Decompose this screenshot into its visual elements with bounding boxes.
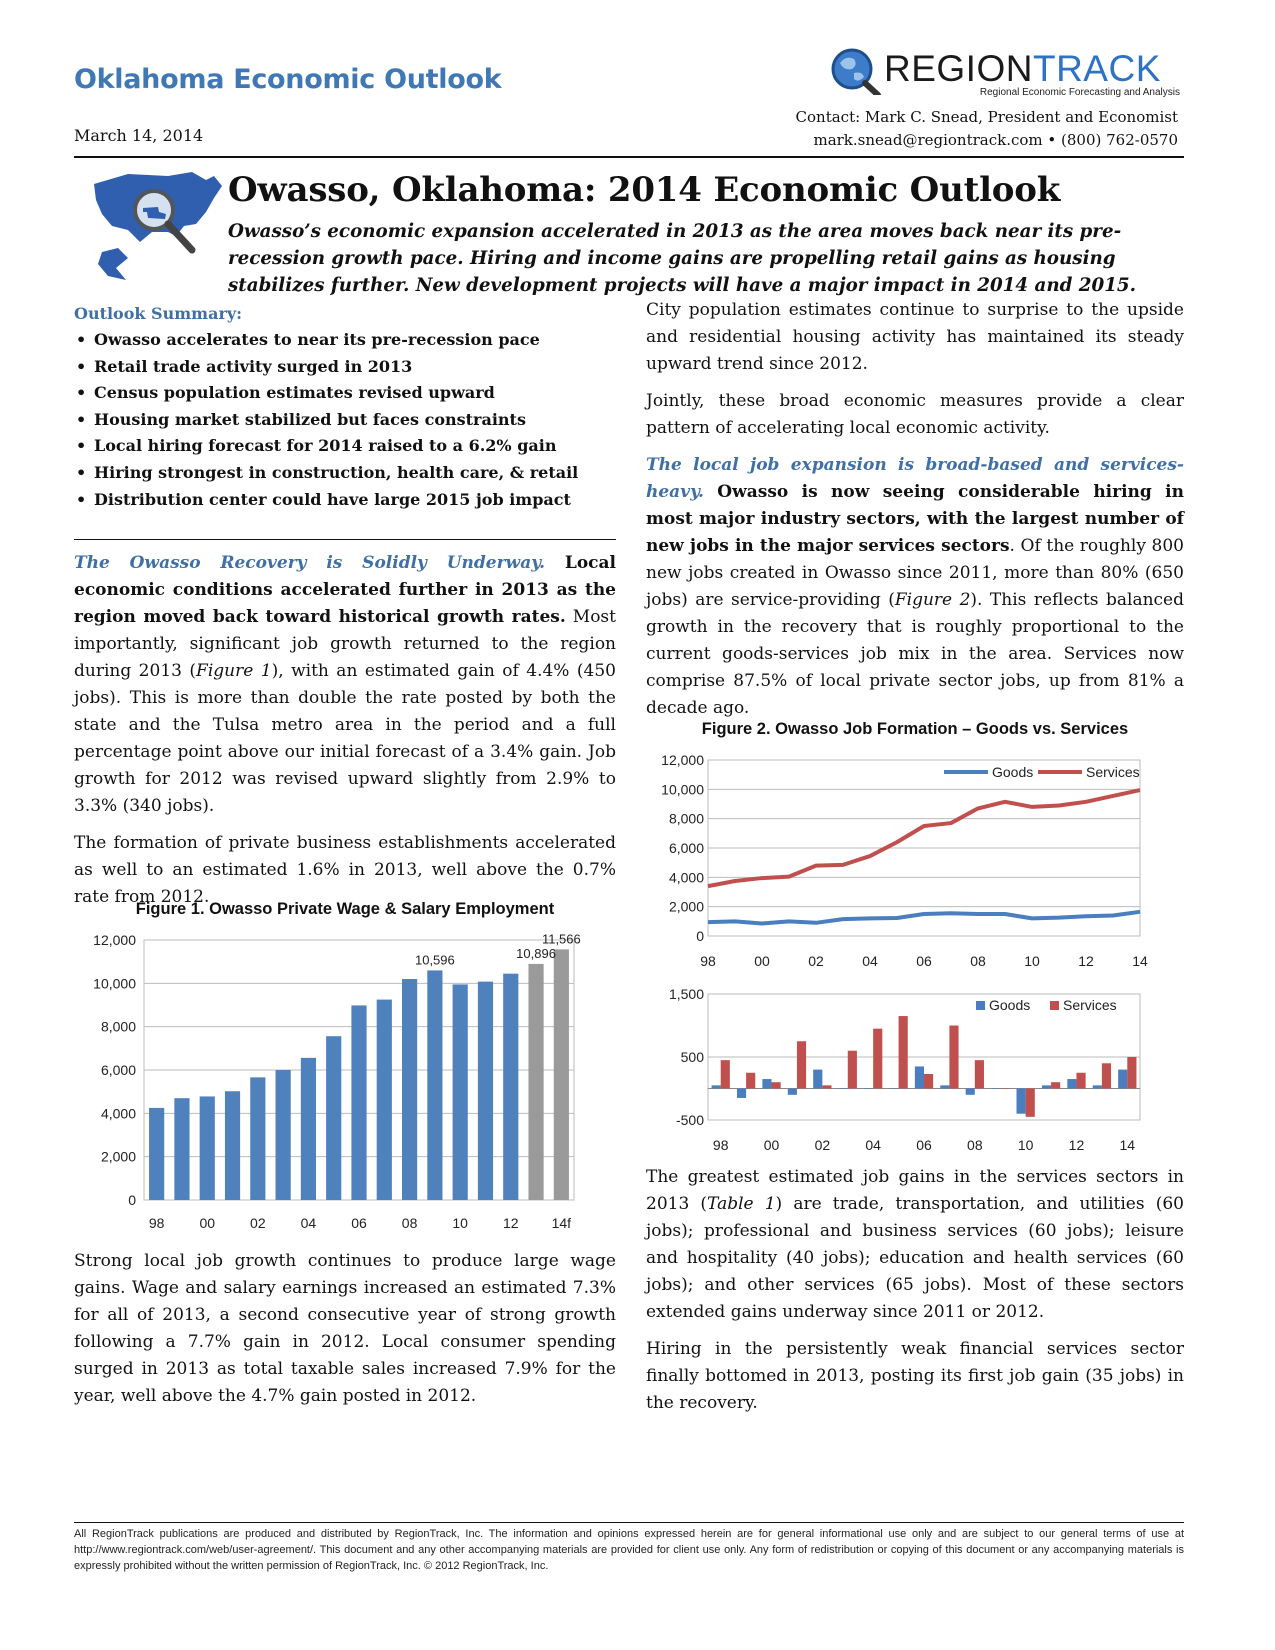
bar-services <box>772 1082 781 1088</box>
bar-goods <box>940 1085 949 1088</box>
y-tick-label: 10,000 <box>93 975 136 992</box>
legend-swatch <box>976 1001 985 1010</box>
figure-ref: Figure 2 <box>894 590 971 610</box>
bar <box>427 970 442 1200</box>
text-span: ) are trade, transportation, and utilities (60 jobs); professional and business services (60 jobs); leisure and hospitality (40 jobs); education and health services (60 jobs); and other services (65 jobs). Most of these sectors extended gains underway since 2011 or 2012. <box>646 1194 1184 1322</box>
bar-goods <box>1016 1089 1025 1114</box>
left-column-upper <box>74 550 616 921</box>
bar <box>402 979 417 1200</box>
paragraph <box>74 550 616 820</box>
summary-item: • Housing market stabilized but faces constraints <box>74 407 616 434</box>
bar-services <box>1000 1089 1009 1090</box>
summary-divider <box>74 539 616 540</box>
x-tick-label: 00 <box>199 1215 216 1231</box>
publication-date: March 14, 2014 <box>74 126 204 145</box>
x-tick-label: 00 <box>754 953 770 969</box>
series-line-goods <box>708 912 1140 924</box>
legend-label: Goods <box>992 764 1034 780</box>
bar <box>276 1070 291 1200</box>
y-tick-label: 4,000 <box>668 869 704 886</box>
y-tick-label: 8,000 <box>668 810 704 827</box>
x-tick-label: 04 <box>865 1137 881 1153</box>
y-tick-label: 1,500 <box>668 986 704 1002</box>
logo-tagline: Regional Economic Forecasting and Analysis <box>979 87 1180 98</box>
summary-item: • Retail trade activity surged in 2013 <box>74 354 616 381</box>
data-label: 10,596 <box>414 952 455 968</box>
bar-goods <box>991 1089 1000 1090</box>
bar-goods <box>737 1089 746 1098</box>
table-ref: Table 1 <box>707 1194 776 1214</box>
y-tick-label: -500 <box>675 1112 704 1128</box>
footer-rule <box>74 1522 1184 1523</box>
figure1-chart <box>74 926 616 1246</box>
paragraph: City population estimates continue to surprise to the upside and residential housing activity has maintained its steady upward trend since 2012. <box>646 300 1184 374</box>
text-span: . Of the roughly 800 new jobs created in Owasso since 2011, more than 80% (650 jobs) are service-providing ( <box>646 536 1185 610</box>
bar-goods <box>1067 1079 1076 1088</box>
x-tick-label: 10 <box>452 1215 468 1231</box>
x-tick-label: 14 <box>1119 1137 1136 1153</box>
y-tick-label: 0 <box>696 928 704 944</box>
y-tick-label: 500 <box>680 1049 704 1065</box>
article-subtitle: Owasso’s economic expansion accelerated in 2013 as the area moves back near its pre-recession growth pace. Hiring and income gains are propelling retail gains as housing stabilizes further. New development projects will have a major impact in 2014 and 2015. <box>228 221 1137 296</box>
logo-word-track: TRACK <box>1032 48 1161 89</box>
paragraph: Jointly, these broad economic measures provide a clear pattern of accelerating local economic activity. <box>646 391 1184 438</box>
x-tick-label: 08 <box>970 953 986 969</box>
bar-goods <box>1042 1085 1051 1088</box>
x-tick-label: 06 <box>916 953 932 969</box>
text-span: ). This reflects balanced growth in the recovery that is roughly proportional to the current goods-services job mix in the area. Services now comprise 87.5% of local private sector jobs, up from 81% a decade ago. <box>646 590 1184 718</box>
text-span: Most importantly, significant job growth returned to the region during 2013 ( <box>74 607 616 681</box>
figure2-bar-chart <box>646 984 1184 1156</box>
bar <box>503 974 518 1200</box>
bar-services <box>721 1060 730 1088</box>
bar-goods <box>762 1079 771 1088</box>
summary-item: • Hiring strongest in construction, health care, & retail <box>74 460 616 487</box>
bar <box>326 1036 341 1200</box>
summary-item: • Census population estimates revised upward <box>74 380 616 407</box>
bar-services <box>822 1085 831 1088</box>
y-tick-label: 2,000 <box>668 898 704 915</box>
bar <box>377 1000 392 1200</box>
x-tick-label: 04 <box>300 1215 317 1231</box>
y-tick-label: 6,000 <box>668 840 704 856</box>
bar <box>200 1096 215 1200</box>
summary-heading: Outlook Summary: <box>74 304 243 323</box>
bar-goods <box>864 1089 873 1090</box>
text-span: The greatest estimated job gains in the services sectors in 2013 ( <box>646 1167 1184 1214</box>
x-tick-label: 10 <box>1017 1137 1034 1153</box>
section-lead: The local job expansion is broad-based and services-heavy. <box>646 455 1184 502</box>
bar <box>478 982 493 1200</box>
legend-label: Services <box>1086 764 1140 780</box>
bar <box>250 1077 265 1200</box>
bar-services <box>924 1074 933 1088</box>
bar-services <box>1051 1082 1060 1088</box>
summary-item: • Distribution center could have large 2015 job impact <box>74 487 616 514</box>
data-label: 10,896 <box>516 945 556 961</box>
y-tick-label: 12,000 <box>661 752 704 768</box>
logo-word-region: REGION <box>884 48 1033 89</box>
x-tick-label: 06 <box>916 1137 932 1153</box>
bar-services <box>899 1016 908 1088</box>
x-tick-label: 02 <box>250 1215 266 1231</box>
bar-services <box>797 1041 806 1088</box>
bold-text: Owasso is now seeing considerable hiring in most major industry sectors, with the largest number of new jobs in the major services sectors <box>646 482 1184 556</box>
bold-text: Local economic conditions accelerated further in 2013 as the region moved back toward historical growth rates. <box>74 553 616 627</box>
bar-services <box>1127 1057 1136 1089</box>
bar-services <box>873 1029 882 1089</box>
bar-goods <box>813 1070 822 1089</box>
y-tick-label: 6,000 <box>100 1062 136 1078</box>
bar-services <box>1076 1073 1085 1089</box>
legend-swatch <box>1050 1001 1059 1010</box>
series-line-services <box>708 790 1140 886</box>
section-lead: The Owasso Recovery is Solidly Underway. <box>74 553 546 573</box>
left-column-lower <box>74 1248 616 1420</box>
x-tick-label: 08 <box>967 1137 983 1153</box>
logo-wordmark <box>884 49 1161 89</box>
y-tick-label: 0 <box>128 1192 136 1208</box>
bar <box>174 1098 189 1200</box>
bar-goods <box>915 1066 924 1088</box>
footer-disclaimer: All RegionTrack publications are produced and distributed by RegionTrack, Inc. The information and opinions expressed herein are for general informational use only and are subject to our general terms of use at http://www.regiontrack.com/web/user-agreement/. This document and any other accompanying materials are provided for client use only. Any form of redistribution or copying of this document or any accompanying materials is expressly prohibited without the written permission of RegionTrack, Inc. © 2012 RegionTrack, Inc. <box>74 1528 1184 1572</box>
bar-services <box>949 1026 958 1089</box>
summary-item: • Local hiring forecast for 2014 raised to a 6.2% gain <box>74 433 616 460</box>
x-tick-label: 14f <box>551 1215 572 1231</box>
x-tick-label: 02 <box>808 953 824 969</box>
x-tick-label: 02 <box>814 1137 831 1153</box>
legend-label: Services <box>1063 997 1117 1013</box>
legend-label: Goods <box>989 997 1031 1013</box>
summary-item: • Owasso accelerates to near its pre-recession pace <box>74 327 616 354</box>
paragraph <box>646 452 1184 722</box>
paragraph: The formation of private business establishments accelerated as well to an estimated 1.6% in 2013, well above the 0.7% rate from 2012. <box>74 833 616 907</box>
bar-services <box>746 1073 755 1089</box>
x-tick-label: 12 <box>502 1215 519 1231</box>
bar <box>453 984 468 1200</box>
paragraph: Hiring in the persistently weak financial services sector finally bottomed in 2013, posting its first job gain (35 jobs) in the recovery. <box>646 1339 1184 1413</box>
bar <box>149 1108 164 1200</box>
bar <box>301 1058 316 1200</box>
text-span: ), with an estimated gain of 4.4% (450 jobs). This is more than double the rate posted by both the state and the Tulsa metro area in the period and a full percentage point above our initial forecast of a 3.4% gain. Job growth for 2012 was revised upward slightly from 2.9% to 3.3% (340 jobs). <box>74 661 616 816</box>
figure2-line-chart <box>646 748 1184 980</box>
figure1-title: Figure 1. Owasso Private Wage & Salary Employment <box>135 900 555 918</box>
x-tick-label: 00 <box>763 1137 780 1153</box>
article-title: Owasso, Oklahoma: 2014 Economic Outlook <box>228 170 1061 210</box>
right-column-upper <box>646 297 1184 732</box>
bar <box>554 949 569 1200</box>
publication-title: Oklahoma Economic Outlook <box>74 64 502 95</box>
bar <box>351 1005 366 1200</box>
summary-list <box>74 327 616 513</box>
paragraph <box>646 1164 1184 1326</box>
regiontrack-logo <box>828 47 1188 97</box>
bar-goods <box>966 1089 975 1095</box>
contact-email-phone[interactable]: mark.snead@regiontrack.com • (800) 762-0570 <box>813 131 1178 149</box>
bar-services <box>1102 1063 1111 1088</box>
x-tick-label: 98 <box>712 1137 729 1153</box>
x-tick-label: 14 <box>1132 953 1148 969</box>
y-tick-label: 4,000 <box>100 1105 136 1122</box>
x-tick-label: 10 <box>1024 953 1040 969</box>
header-rule <box>74 156 1184 158</box>
outlook-summary <box>74 300 616 513</box>
us-map-magnifier-icon <box>88 168 228 288</box>
bar-goods <box>1093 1085 1102 1088</box>
figure2-title: Figure 2. Owasso Job Formation – Goods vs. Services <box>701 720 1129 738</box>
bar-services <box>975 1060 984 1088</box>
bar-goods <box>839 1089 848 1090</box>
y-tick-label: 8,000 <box>100 1018 136 1035</box>
x-tick-label: 08 <box>401 1215 418 1231</box>
bar-goods <box>1118 1070 1127 1089</box>
contact-block <box>796 106 1178 152</box>
bar-goods <box>788 1089 797 1095</box>
x-tick-label: 04 <box>862 953 878 969</box>
paragraph: Strong local job growth continues to produce large wage gains. Wage and salary earnings increased an estimated 7.3% for all of 2013, a second consecutive year of strong growth following a 7.7% gain in 2012. Local consumer spending surged in 2013 as total taxable sales increased 7.9% for the year, well above the 4.7% gain posted in 2012. <box>74 1251 616 1406</box>
y-tick-label: 12,000 <box>93 932 136 948</box>
bar-goods <box>889 1089 898 1090</box>
x-tick-label: 06 <box>351 1215 367 1231</box>
bar <box>225 1091 240 1200</box>
x-tick-label: 98 <box>148 1215 165 1231</box>
figure-ref: Figure 1 <box>196 661 272 681</box>
x-tick-label: 98 <box>700 953 716 969</box>
bar-services <box>848 1051 857 1089</box>
y-tick-label: 10,000 <box>661 781 704 798</box>
contact-name: Contact: Mark C. Snead, President and Economist <box>795 108 1178 126</box>
globe-magnifier-icon <box>828 45 884 95</box>
bar-goods <box>712 1085 721 1088</box>
bar-services <box>1026 1089 1035 1117</box>
x-tick-label: 12 <box>1068 1137 1085 1153</box>
y-tick-label: 2,000 <box>100 1148 136 1165</box>
data-label: 11,566 <box>541 931 581 947</box>
bar <box>528 964 543 1200</box>
right-column-lower <box>646 1164 1184 1427</box>
x-tick-label: 12 <box>1078 953 1094 969</box>
